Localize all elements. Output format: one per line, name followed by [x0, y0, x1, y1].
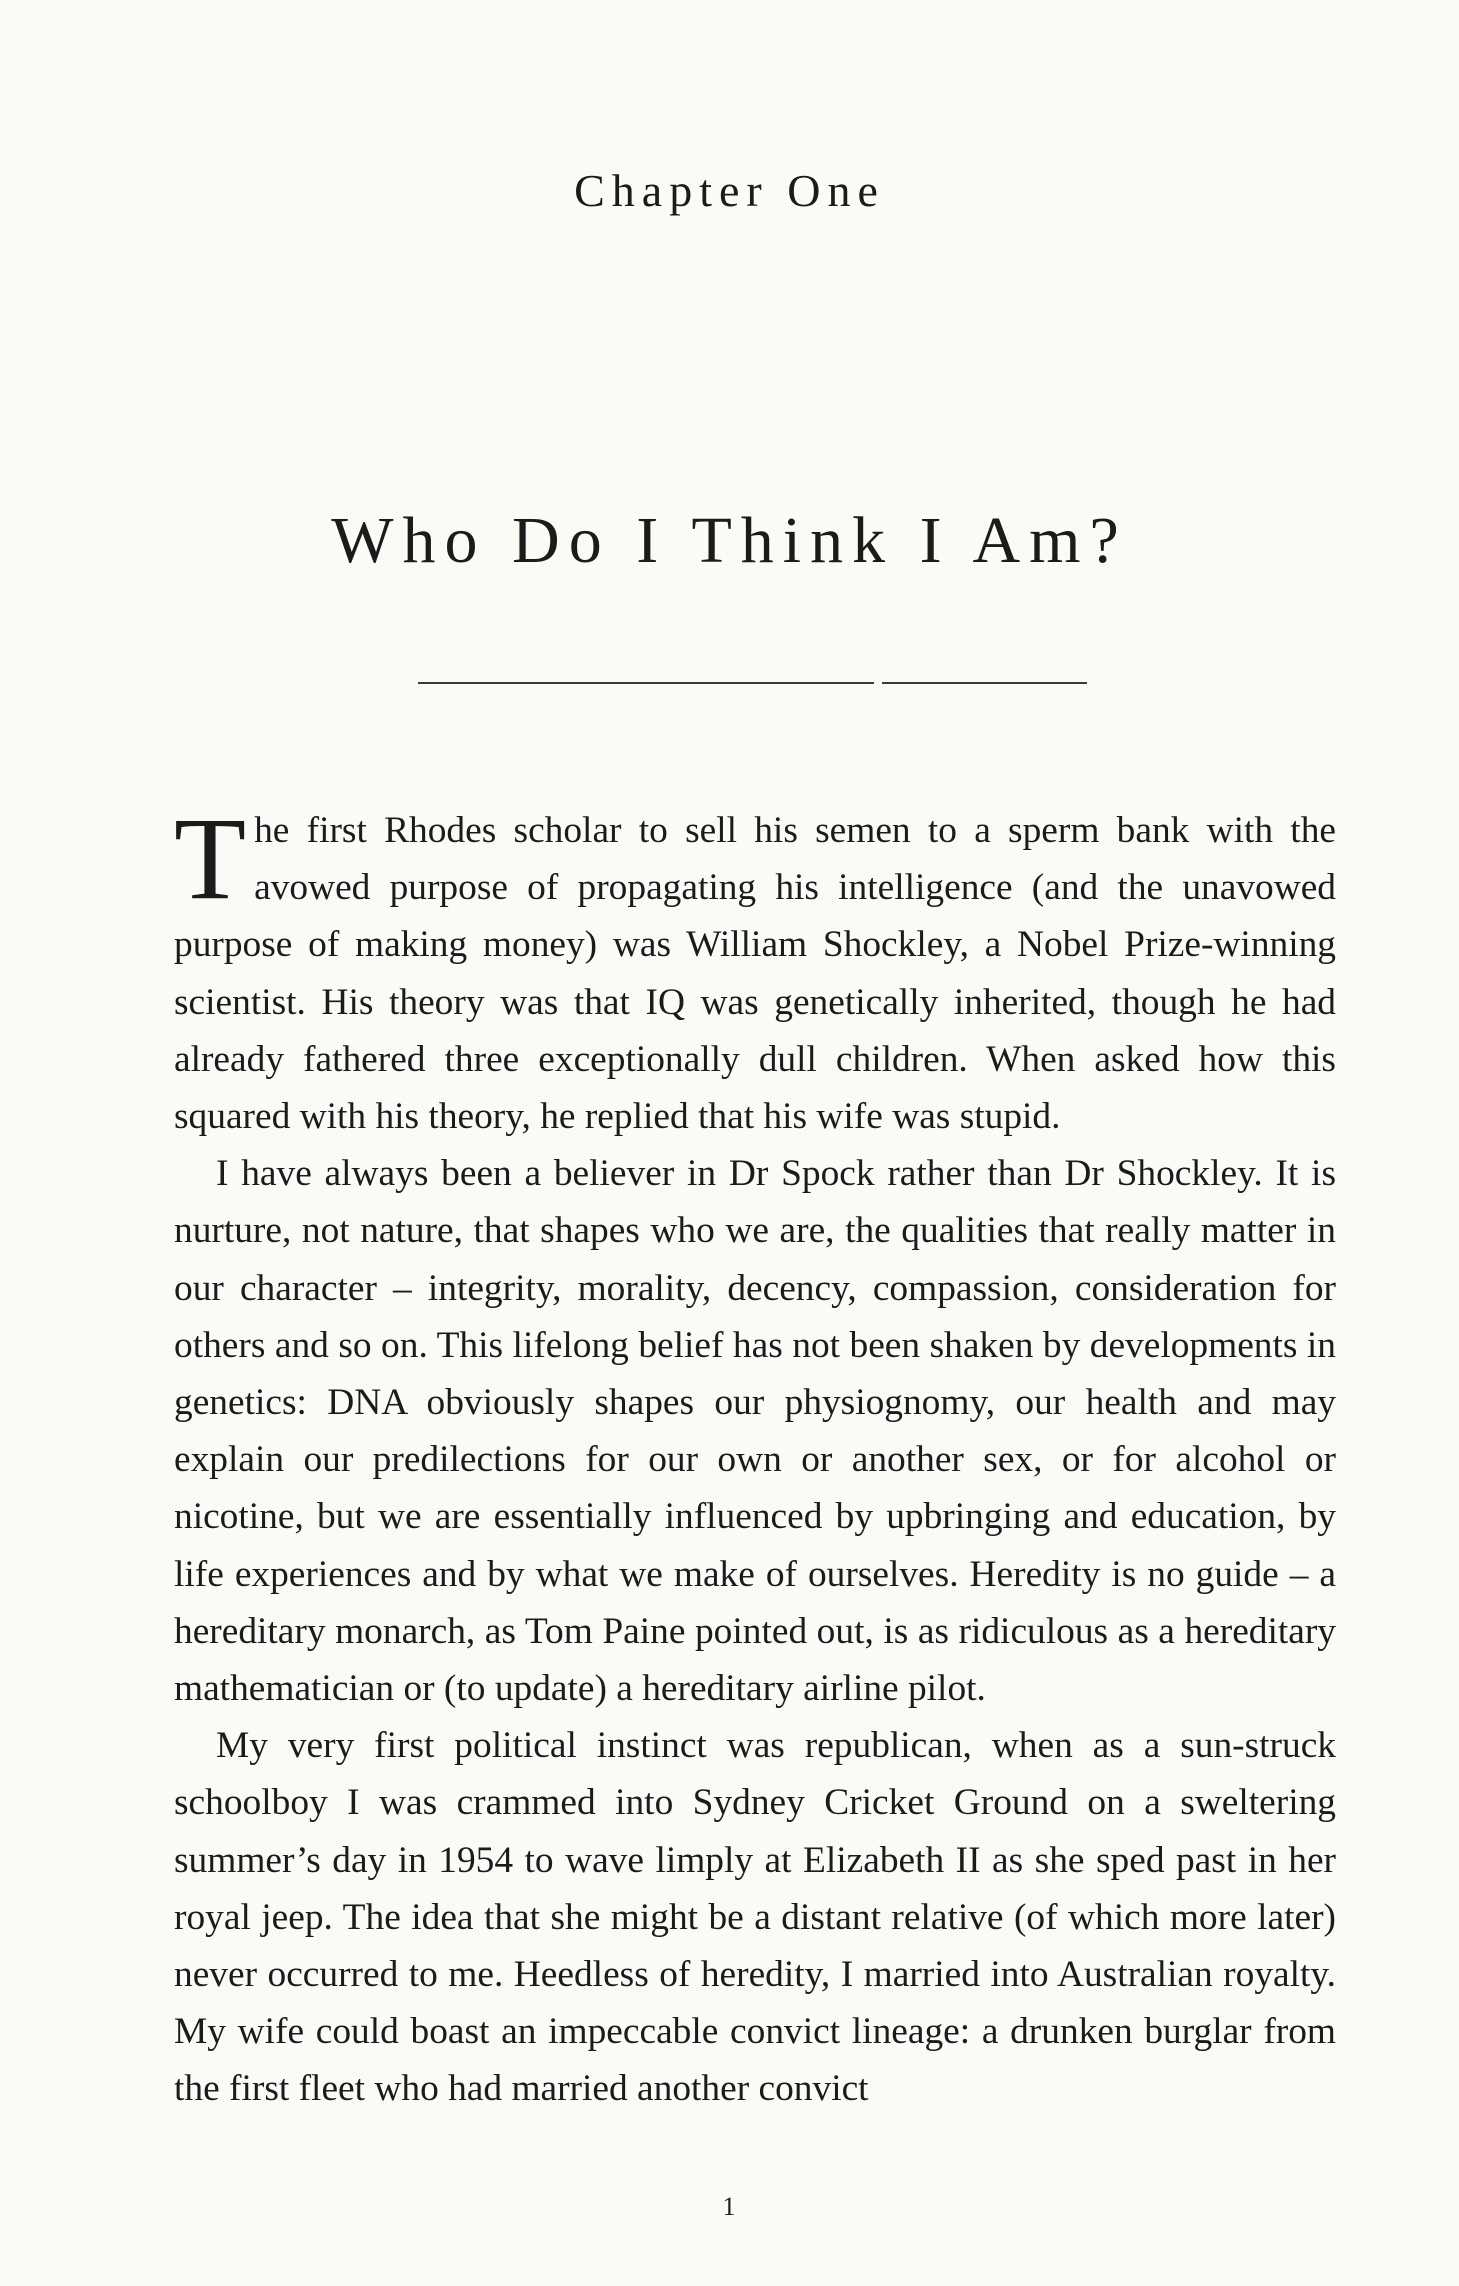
paragraph-3: My very first political instinct was republican, when as a sun-struck schoolboy I was crammed into Sydney Cricket Ground on a sweltering summer’s day in 1954 to wave limply at Elizabeth II as she sped past in her royal jeep. The idea that she might be a distant relative (of which more later) never occurred to me. Heedless of heredity, I married into Australian royalty. My wife could boast an impeccable convict lineage: a drunken burglar from the first fleet who had married another convict — [174, 1725, 1336, 2110]
chapter-title: Who Do I Think I Am? — [331, 504, 1128, 577]
drop-cap: T — [174, 793, 247, 924]
page-number: 1 — [722, 2192, 737, 2221]
chapter-label: Chapter One — [574, 165, 885, 216]
paragraph-1-text: he first Rhodes scholar to sell his semen to a sperm bank with the avowed purpose of propagating his intelligence (and the unavowed purpose of making money) was William Shockley, a Nobel Prize-winning scientist. His theory was that IQ was genetically inherited, though he had already fathered three exceptionally dull children. When asked how this squared with his theory, he replied that his wife was stupid. — [174, 810, 1336, 1138]
paragraph-1 — [174, 793, 1336, 1145]
paragraph-2: I have always been a believer in Dr Spock rather than Dr Shockley. It is nurture, not nature, that shapes who we are, the qualities that really matter in our character – integrity, morality, decency, compassion, consideration for others and so on. This lifelong belief has not been shaken by developments in genetics: DNA obviously shapes our physiognomy, our health and may explain our predilections for our own or another sex, or for alcohol or nicotine, but we are essentially influenced by upbringing and education, by life experiences and by what we make of ourselves. Heredity is no guide – a hereditary monarch, as Tom Paine pointed out, is as ridiculous as a hereditary mathematician or (to update) a hereditary airline pilot. — [174, 1153, 1336, 1710]
title-rule-right — [882, 682, 1087, 684]
chapter-body — [174, 793, 1336, 2118]
title-rule-left — [418, 682, 874, 684]
